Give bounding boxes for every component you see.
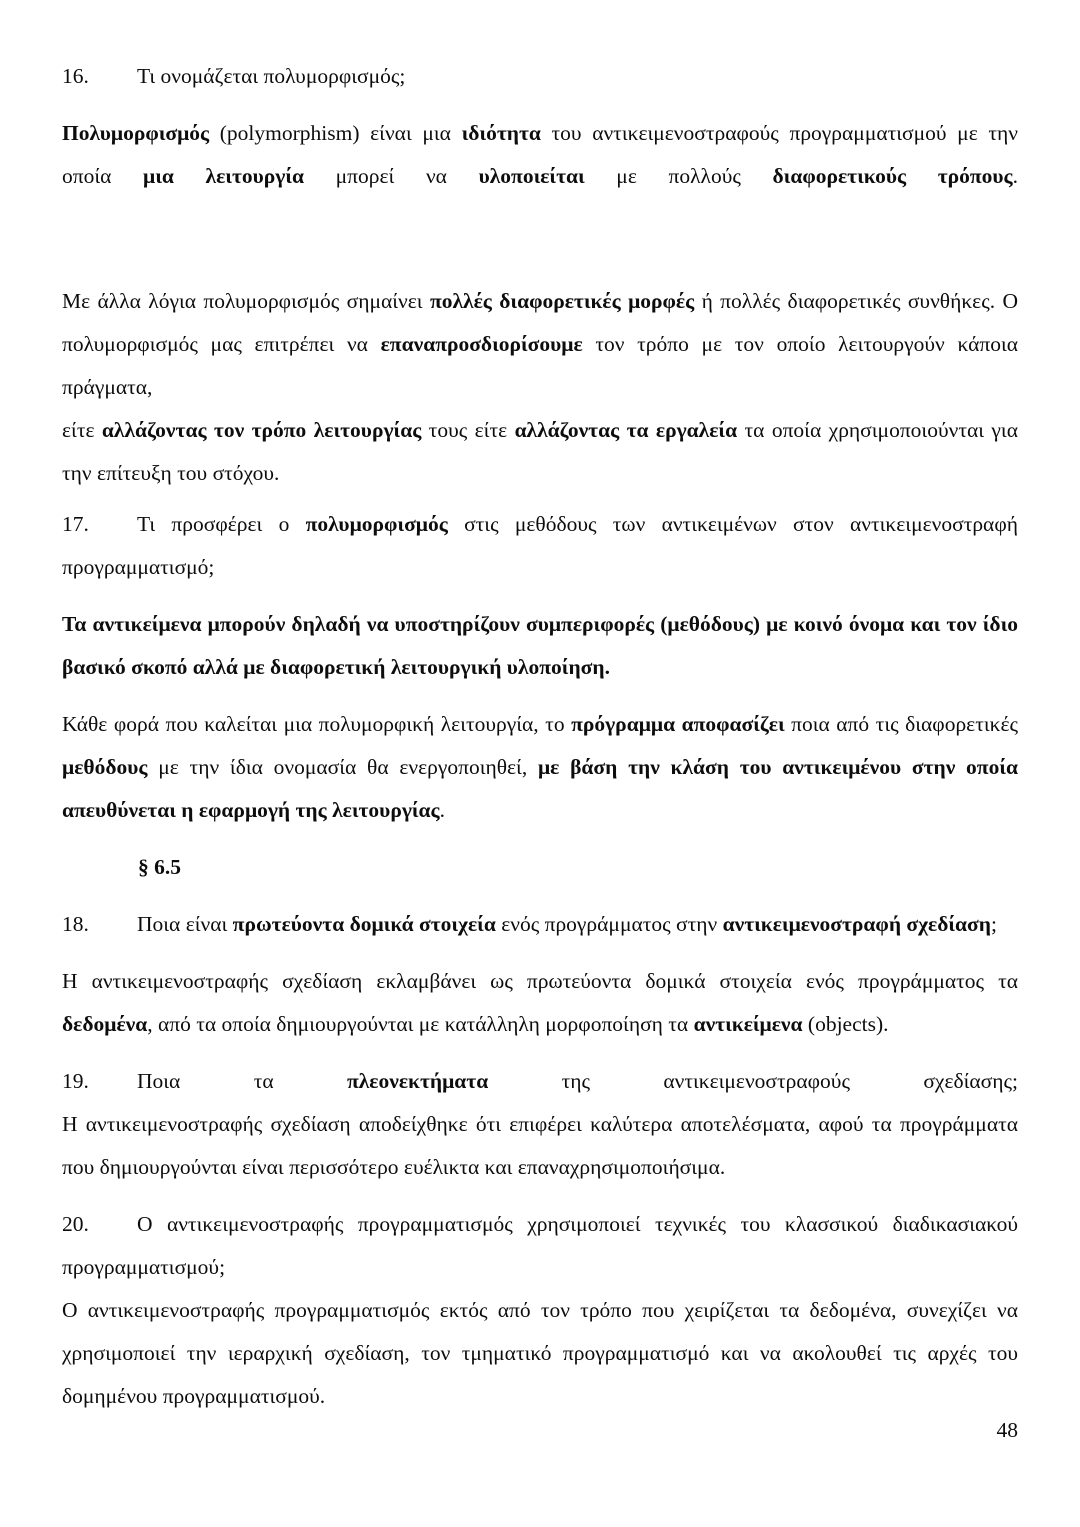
spacer bbox=[62, 1046, 1018, 1060]
answer-18-t2: , από τα οποία δημιουργούνται με κατάλληλη μορφοποίηση τα bbox=[147, 1012, 694, 1036]
term-implemented: υλοποιείται bbox=[478, 164, 585, 188]
question-18-t2: ενός προγράμματος στην bbox=[495, 912, 723, 936]
spacer bbox=[62, 832, 1018, 846]
item-number-17: 17. bbox=[62, 512, 89, 536]
answer-18-t3: (objects). bbox=[802, 1012, 889, 1036]
answer-18-t1: Η αντικειμενοστραφής σχεδίαση εκλαμβάνει ως πρωτεύοντα δομικά στοιχεία ενός προγράμματος τα bbox=[62, 969, 1018, 993]
term-property: ιδιότητα bbox=[461, 121, 541, 145]
answer-item-18 bbox=[62, 960, 1018, 1046]
term-based-on-class: με βάση την κλάση του αντικειμένου στην οποία απευθύνεται η εφαρμογή της λειτουργίας bbox=[62, 755, 1018, 822]
question-17-t2: στις μεθόδους των αντικειμένων στον αντικειμενοστραφή προγραμματισμό; bbox=[62, 512, 1018, 579]
each-time-t1: Κάθε φορά που καλείται μια πολυμορφική λειτουργία, το bbox=[62, 712, 572, 736]
item-number-18: 18. bbox=[62, 912, 89, 936]
term-advantages: πλεονεκτήματα bbox=[346, 1069, 489, 1093]
spacer bbox=[62, 689, 1018, 703]
term-many-different-forms: πολλές διαφορετικές μορφές bbox=[429, 289, 695, 313]
question-20-text: Ο αντικειμενοστραφής προγραμματισμός χρησιμοποιεί τεχνικές του κλασσικού διαδικασιακού προγραμματισμού; bbox=[62, 1212, 1018, 1279]
spacer bbox=[62, 198, 1018, 280]
spacer bbox=[62, 1189, 1018, 1203]
term-primary-structural-elements: πρωτεύοντα δομικά στοιχεία bbox=[232, 912, 496, 936]
term-one-function: μια λειτουργία bbox=[143, 164, 304, 188]
term-objects: αντικείμενα bbox=[693, 1012, 803, 1036]
answer-16-t4: με πολλούς bbox=[584, 164, 773, 188]
term-polymorphism: Πολυμορφισμός bbox=[62, 121, 210, 145]
question-18-t1: Ποια είναι bbox=[137, 912, 233, 936]
either-or-t3: τα οποία χρησιμοποιούνται για την επίτευξη του στόχου. bbox=[62, 418, 1018, 485]
question-19-t1: Ποια τα bbox=[137, 1069, 347, 1093]
answer-item-20: Ο αντικειμενοστραφής προγραμματισμός εκτός από τον τρόπο που χειρίζεται τα δεδομένα, συνεχίζει να χρησιμοποιεί την ιεραρχική σχεδίαση, τον τμηματικό προγραμματισμό και να ακολουθεί τις αρχές του δομημένου προγραμματισμού. bbox=[62, 1298, 1018, 1408]
answer-16-t5: . bbox=[1012, 164, 1018, 188]
question-19-t2: της αντικειμενοστραφούς σχεδίασης; bbox=[488, 1069, 1018, 1093]
spacer bbox=[62, 946, 1018, 960]
each-time-t2: ποια από τις διαφορετικές bbox=[784, 712, 1019, 736]
question-item-19 bbox=[62, 1060, 1018, 1103]
paragraph-other-words bbox=[62, 280, 1018, 409]
either-or-t1: είτε bbox=[62, 418, 102, 442]
question-item-18 bbox=[62, 903, 1018, 946]
spacer bbox=[62, 495, 1018, 503]
other-words-t1: Με άλλα λόγια πολυμορφισμός σημαίνει bbox=[62, 289, 430, 313]
term-different-ways: διαφορετικούς τρόπους bbox=[772, 164, 1013, 188]
paragraph-either-or bbox=[62, 409, 1018, 495]
spacer bbox=[62, 98, 1018, 112]
spacer bbox=[62, 889, 1018, 903]
paragraph-each-time bbox=[62, 703, 1018, 832]
document-body bbox=[62, 55, 1018, 1418]
question-18-t3: ; bbox=[990, 912, 997, 936]
item-number-20: 20. bbox=[62, 1212, 89, 1236]
term-polymorphism-17: πολυμορφισμός bbox=[305, 512, 448, 536]
term-program-decides: πρόγραμμα αποφασίζει bbox=[571, 712, 785, 736]
question-item-20 bbox=[62, 1203, 1018, 1289]
other-words-t2: ή πολλές διαφορετικές συνθήκες. Ο πολυμορφισμός μας επιτρέπει να bbox=[62, 289, 1018, 356]
term-redefine: επαναπροσδιορίσουμε bbox=[380, 332, 583, 356]
each-time-t4: . bbox=[439, 798, 445, 822]
other-words-t3: τον τρόπο με τον οποίο λειτουργούν κάποια πράγματα, bbox=[62, 332, 1019, 399]
answer-item-17-bold bbox=[62, 603, 1018, 689]
section-heading: § 6.5 bbox=[138, 855, 181, 879]
page-number: 48 bbox=[996, 1417, 1018, 1442]
item-number-19: 19. bbox=[62, 1069, 89, 1093]
term-oo-design: αντικειμενοστραφή σχεδίαση bbox=[722, 912, 991, 936]
spacer bbox=[62, 589, 1018, 603]
answer-16-t3: μπορεί να bbox=[304, 164, 479, 188]
answer-17-text: Τα αντικείμενα μπορούν δηλαδή να υποστηρίζουν συμπεριφορές (μεθόδους) με κοινό όνομα και τον ίδιο βασικό σκοπό αλλά με διαφορετική λειτουργική υλοποίηση. bbox=[62, 612, 1018, 679]
each-time-t3: με την ίδια ονομασία θα ενεργοποιηθεί, bbox=[147, 755, 538, 779]
term-data: δεδομένα bbox=[62, 1012, 148, 1036]
either-or-t2: τους είτε bbox=[421, 418, 515, 442]
term-changing-tools: αλλάζοντας τα εργαλεία bbox=[514, 418, 738, 442]
answer-item-19: Η αντικειμενοστραφής σχεδίαση αποδείχθηκε ότι επιφέρει καλύτερα αποτελέσματα, αφού τα προγράμματα που δημιουργούνται είναι περισσότερο ευέλικτα και επαναχρησιμοποιήσιμα. bbox=[62, 1112, 1018, 1179]
term-methods: μεθόδους bbox=[62, 755, 148, 779]
answer-16-t2: του αντικειμενοστραφούς προγραμματισμού με την οποία bbox=[62, 121, 1018, 188]
question-17-t1: Τι προσφέρει ο bbox=[137, 512, 306, 536]
question-item-17 bbox=[62, 503, 1018, 589]
term-changing-operation: αλλάζοντας τον τρόπο λειτουργίας bbox=[101, 418, 422, 442]
question-text-16: Τι ονομάζεται πολυμορφισμός; bbox=[137, 64, 406, 88]
question-item-16 bbox=[62, 55, 1018, 98]
answer-16-t1: (polymorphism) είναι μια bbox=[209, 121, 462, 145]
answer-item-16 bbox=[62, 112, 1018, 198]
item-number-16: 16. bbox=[62, 64, 89, 88]
